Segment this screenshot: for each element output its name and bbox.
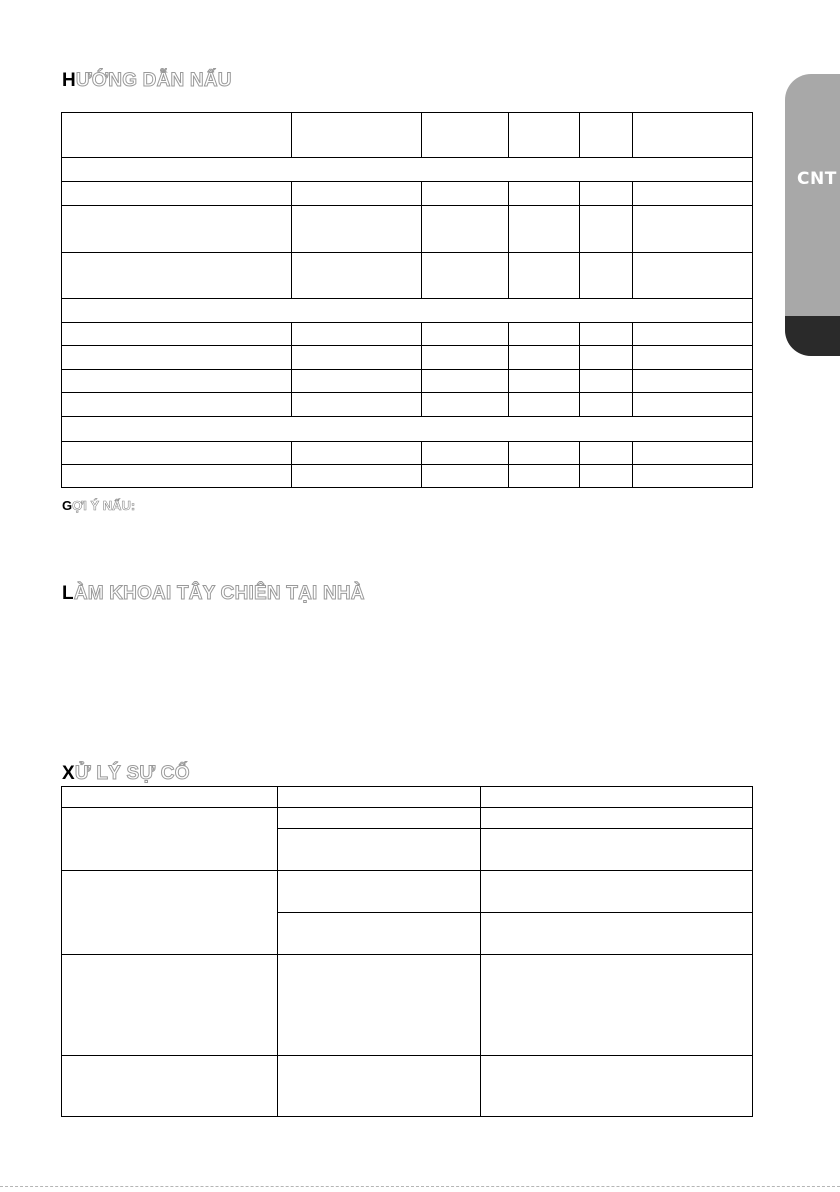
table-header-row <box>62 113 753 158</box>
table-row <box>62 206 753 253</box>
table-row <box>62 346 753 370</box>
table-row <box>62 1056 753 1117</box>
cooking-guide-table <box>61 112 753 488</box>
language-tab <box>785 74 840 356</box>
table-header-row <box>62 787 753 808</box>
language-tab-label: CNT <box>797 169 837 189</box>
table-row <box>62 465 753 488</box>
troubleshooting-heading: XỬ LÝ SỰ CỐ <box>62 763 190 784</box>
homemade-fries-heading: LÀM KHOAI TÂY CHIÊN TẠI NHÀ <box>62 583 365 604</box>
table-group-row <box>62 299 753 323</box>
table-row <box>62 808 753 829</box>
language-tab-marker <box>785 316 840 356</box>
table-row <box>62 370 753 393</box>
table-row <box>62 182 753 206</box>
table-row <box>62 442 753 465</box>
cooking-tips-label: GỢI Ý NẤU: <box>62 498 136 513</box>
table-row <box>62 253 753 299</box>
table-row <box>62 393 753 417</box>
table-row <box>62 955 753 1056</box>
table-group-row <box>62 158 753 182</box>
table-group-row <box>62 417 753 442</box>
page-bottom-rule <box>0 1186 840 1187</box>
troubleshooting-table <box>61 786 753 1117</box>
cooking-guide-heading: HƯỚNG DẪN NẤU <box>62 70 232 91</box>
table-row <box>62 323 753 346</box>
table-row <box>62 871 753 913</box>
